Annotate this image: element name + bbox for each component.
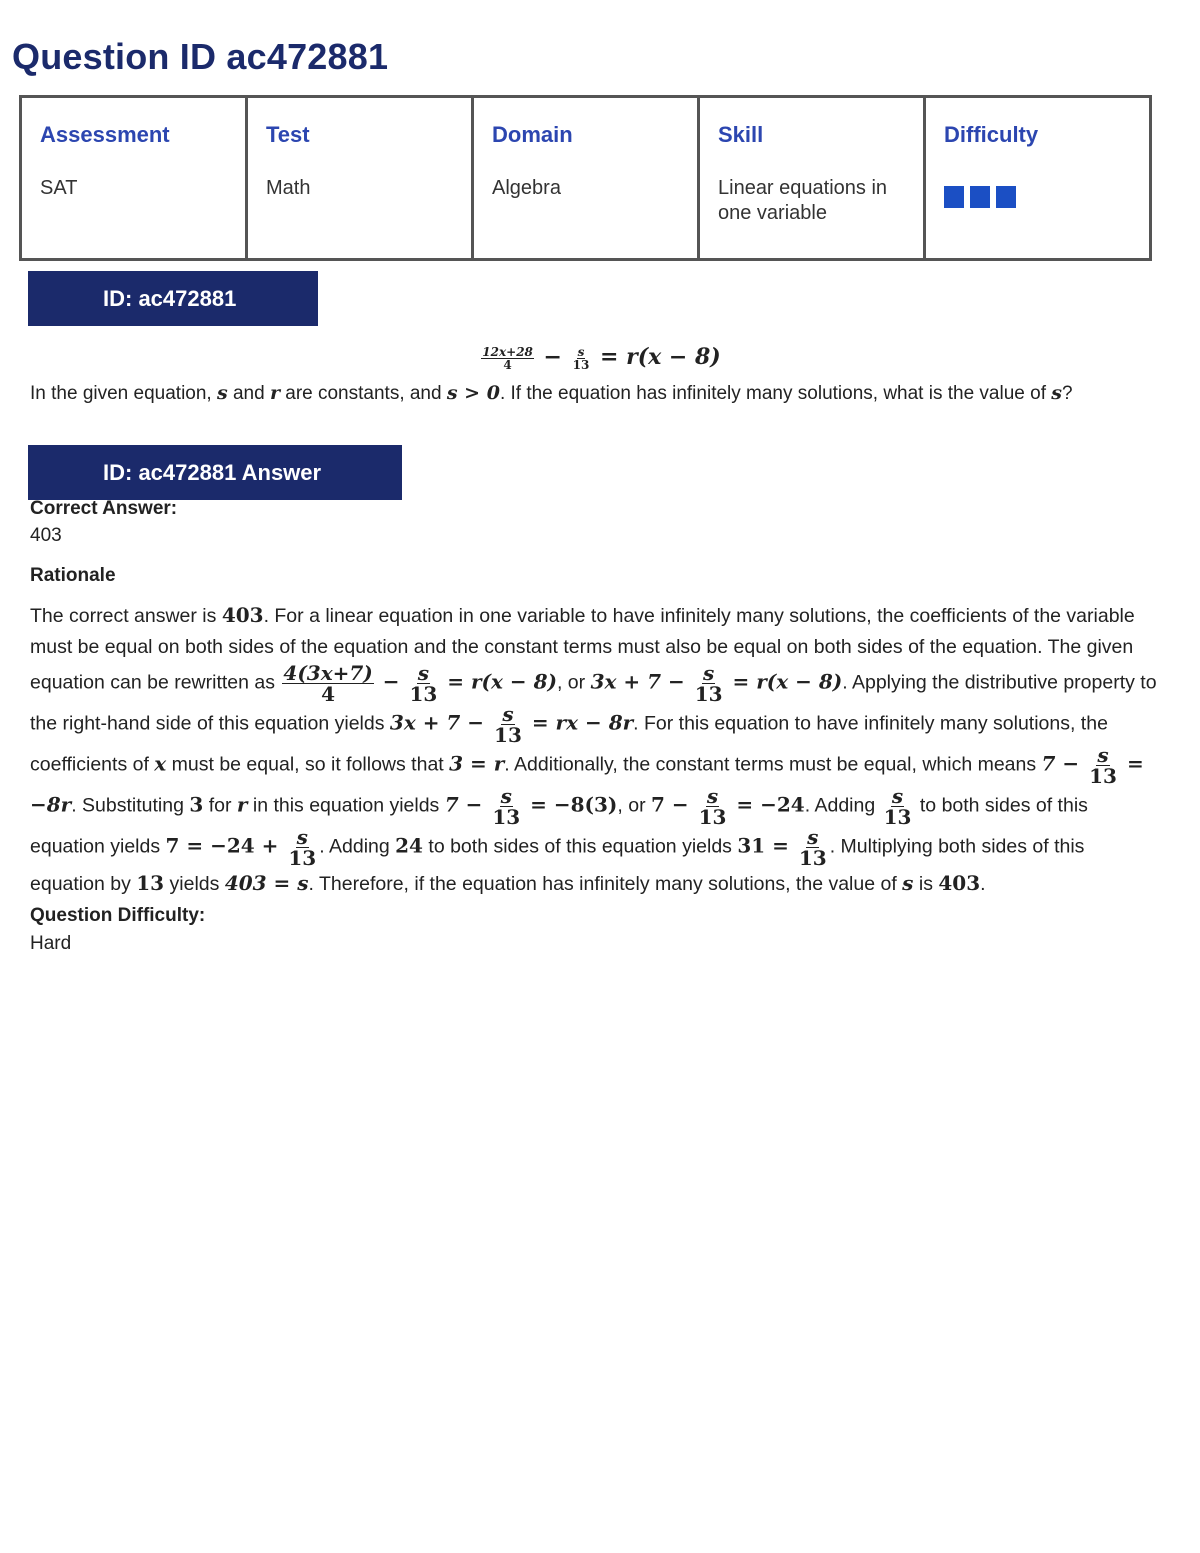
rationale-part: . Substituting <box>71 794 190 817</box>
rationale-part: . Applying the distributive property to the right-hand side of this equation yields <box>30 671 1157 735</box>
stem-text: and <box>227 383 270 404</box>
difficulty-bar <box>970 186 990 208</box>
rationale-part: . For this equation to have infinitely many solutions, the coefficients of <box>30 712 1108 776</box>
rationale-math: 7 − <box>444 792 490 817</box>
rationale-part: must be equal, so it follows that <box>166 753 450 776</box>
rationale-fraction <box>408 663 438 704</box>
rationale-part: . Therefore, if the equation has infinitely many solutions, the value of <box>308 873 903 895</box>
rationale-math: 7 − <box>650 792 696 817</box>
question-id-banner: ID: ac472881 <box>28 271 318 326</box>
rationale-math: s <box>902 871 914 895</box>
fraction-denominator: 13 <box>494 723 522 747</box>
rationale-fraction <box>282 663 373 704</box>
stem-text: In the given equation, <box>30 383 217 404</box>
rationale-part: to both sides of this equation yields <box>422 835 738 858</box>
rationale-math: = rx − 8r <box>524 710 634 735</box>
rationale-text <box>30 600 1160 900</box>
fraction-numerator: s <box>417 661 429 685</box>
test-value: Math <box>266 177 311 199</box>
fraction-numerator: s <box>1097 743 1109 767</box>
rationale-math: 3 <box>189 792 204 817</box>
fraction-denominator: 13 <box>798 846 827 870</box>
rationale-fraction <box>287 827 317 868</box>
fraction-numerator: 4(3x+7) <box>283 661 373 685</box>
test-label: Test <box>266 122 310 147</box>
rationale-part: . Adding <box>804 794 881 817</box>
fraction-denominator: 4 <box>503 357 512 372</box>
answer-id-banner: ID: ac472881 Answer <box>28 445 402 500</box>
question-equation <box>0 344 1200 371</box>
equation-fraction <box>572 346 591 371</box>
rationale-part: . Additionally, the constant terms must be equal, which means <box>504 753 1042 776</box>
stem-text: . If the equation has infinitely many solutions, what is the value of <box>499 383 1052 404</box>
rationale-math: = r(x − 8) <box>725 669 843 694</box>
rationale-part: yields <box>164 873 225 895</box>
rationale-math: 24 <box>395 833 423 858</box>
equation-rhs: = r(x − 8) <box>592 344 721 370</box>
rationale-part: for <box>203 794 237 817</box>
difficulty-bar <box>944 186 964 208</box>
fraction-denominator: 13 <box>1089 764 1117 788</box>
assessment-value: SAT <box>40 177 78 199</box>
rationale-math: r <box>236 792 248 817</box>
rationale-math: 403 <box>938 871 981 895</box>
rationale-math: = −24 <box>729 792 805 817</box>
stem-text: ? <box>1061 383 1073 404</box>
question-difficulty-label: Question Difficulty: <box>30 905 206 926</box>
fraction-denominator: 13 <box>288 846 317 870</box>
fraction-numerator: s <box>502 702 514 726</box>
rationale-part: to both sides of this equation yields <box>30 794 1088 858</box>
assessment-cell <box>21 97 247 260</box>
domain-value: Algebra <box>492 177 561 199</box>
skill-value: Linear equations in one variable <box>718 177 888 224</box>
rationale-part: . For a linear equation in one variable to have infinitely many solutions, the coefficients of the variable must be equal on both sides of the equation and the constant terms must also be equal on both sides of the equation. The given equation can be rewritten as <box>30 605 1135 694</box>
question-difficulty-value: Hard <box>30 933 72 954</box>
fraction-numerator: s <box>296 825 308 849</box>
rationale-label: Rationale <box>30 565 116 586</box>
rationale-math: 3x + 7 − <box>389 710 492 735</box>
skill-label: Skill <box>718 122 764 147</box>
fraction-denominator: 13 <box>409 682 438 706</box>
fraction-denominator: 13 <box>698 805 727 829</box>
rationale-fraction <box>493 704 523 745</box>
rationale-part: , or <box>556 671 591 694</box>
rationale-math: = r(x − 8) <box>440 669 557 694</box>
fraction-denominator: 13 <box>694 682 723 706</box>
stem-math: s <box>1051 382 1062 404</box>
rationale-math: − <box>375 669 407 694</box>
question-stem <box>30 382 1073 405</box>
page-title: Question ID ac472881 <box>12 36 389 77</box>
rationale-math: 7 − <box>1041 751 1087 776</box>
fraction-numerator: s <box>891 784 904 808</box>
fraction-numerator: s <box>706 784 719 808</box>
rationale-part: . Multiplying both sides of this equation by <box>30 835 1085 895</box>
fraction-denominator: 13 <box>883 805 912 829</box>
rationale-math: 13 <box>136 871 165 895</box>
metadata-table <box>19 95 1152 261</box>
rationale-part: . <box>980 873 986 895</box>
equation-operator: − <box>535 344 570 370</box>
rationale-part: is <box>913 873 939 895</box>
fraction-numerator: s <box>702 661 715 685</box>
rationale-fraction <box>883 786 913 827</box>
test-cell <box>247 97 473 260</box>
correct-answer-value: 403 <box>30 525 62 546</box>
fraction-numerator: s <box>807 825 819 849</box>
stem-math: s > 0 <box>446 382 500 404</box>
rationale-math: 7 = −24 + <box>165 833 286 858</box>
skill-cell <box>699 97 925 260</box>
difficulty-label: Difficulty <box>944 122 1039 147</box>
rationale-part: in this equation yields <box>247 794 445 817</box>
assessment-label: Assessment <box>40 122 170 147</box>
rationale-math: = −8r <box>30 751 1144 817</box>
rationale-fraction <box>694 663 724 704</box>
domain-label: Domain <box>492 122 573 147</box>
stem-text: are constants, and <box>279 383 447 404</box>
rationale-math: 403 = s <box>224 871 309 895</box>
fraction-denominator: 13 <box>492 805 521 829</box>
rationale-math: 31 = <box>737 833 796 858</box>
rationale-fraction <box>698 786 728 827</box>
rationale-part: The correct answer is <box>30 605 222 627</box>
fraction-denominator: 13 <box>572 357 590 372</box>
stem-math: s <box>216 382 228 404</box>
rationale-fraction <box>491 786 521 827</box>
fraction-denominator: 4 <box>321 682 336 706</box>
difficulty-bars <box>944 186 1131 208</box>
rationale-fraction <box>798 827 828 868</box>
equation-fraction <box>481 346 534 371</box>
stem-math: r <box>269 382 280 404</box>
difficulty-bar <box>996 186 1016 208</box>
fraction-numerator: s <box>500 784 512 808</box>
rationale-fraction <box>1088 745 1118 786</box>
rationale-math: 3 = r <box>449 751 505 776</box>
rationale-math: 3x + 7 − <box>590 669 692 694</box>
difficulty-cell <box>925 97 1151 260</box>
fraction-numerator: s <box>577 344 585 359</box>
rationale-math: 403 <box>221 603 264 627</box>
fraction-numerator: 12x+28 <box>482 344 533 359</box>
rationale-part: , or <box>617 794 651 817</box>
rationale-math: = −8(3) <box>523 792 618 817</box>
correct-answer-label: Correct Answer: <box>30 498 178 519</box>
domain-cell <box>473 97 699 260</box>
rationale-math: x <box>154 751 167 776</box>
rationale-part: . Adding <box>319 835 396 858</box>
